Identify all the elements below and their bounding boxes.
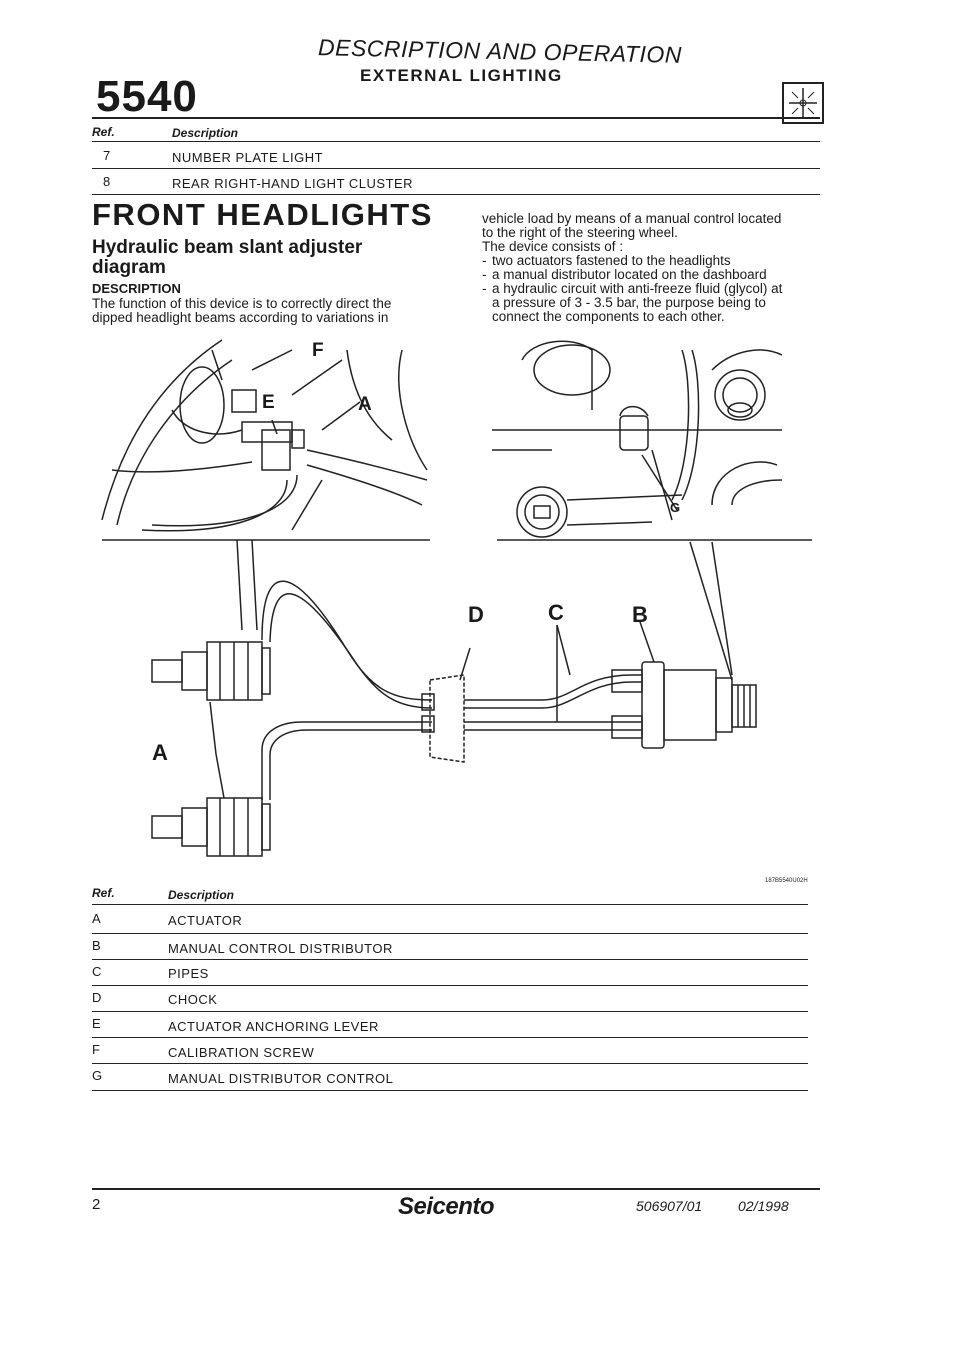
list-item: - a manual distributor located on the dashboard [482,268,822,282]
top-table-col-desc: Description [172,126,239,140]
intro-line: dipped headlight beams according to variations in [92,310,389,325]
list-item: - two actuators fastened to the headlights [482,254,822,268]
bottom-table-ref: F [92,1042,101,1057]
bottom-table-rule [92,959,808,960]
dashboard-inset [492,341,812,540]
chock [422,675,464,762]
bottom-table-rule [92,985,808,986]
label-c: C [548,600,564,625]
lower-actuator [152,722,432,856]
bottom-table-rule [92,1063,808,1064]
top-table-rule [92,168,820,169]
bottom-table-rule [92,904,808,905]
bullet-continuation: a pressure of 3 - 3.5 bar, the purpose being to [492,295,766,310]
document-number: 506907/01 [636,1198,703,1214]
publication-date: 02/1998 [738,1198,789,1214]
article-subtitle [92,238,362,278]
bottom-table-desc: ACTUATOR [168,913,243,928]
list-item: - a hydraulic circuit with anti-freeze fluid (glycol) at [482,282,822,296]
bottom-table-desc: ACTUATOR ANCHORING LEVER [168,1019,379,1034]
label-b: B [632,602,648,627]
subsection-title: EXTERNAL LIGHTING [360,66,563,85]
section-title: DESCRIPTION AND OPERATION [317,34,683,68]
top-table-rule [92,141,820,142]
bottom-table-rule [92,1037,808,1038]
bottom-table-col-ref: Ref. [92,886,115,900]
section-code: 5540 [96,72,198,121]
bottom-table-desc: PIPES [168,966,209,981]
bottom-table-desc: CHOCK [168,992,218,1007]
components-list [482,254,822,296]
description-heading: DESCRIPTION [92,281,181,296]
second-column [482,212,822,324]
label-e: E [262,392,275,413]
intro-paragraph [92,297,462,325]
figure-code: 187B5540U02H [765,878,808,884]
bottom-table-desc: MANUAL DISTRIBUTOR CONTROL [168,1071,394,1086]
top-table-ref: 7 [103,148,111,163]
top-table-desc: NUMBER PLATE LIGHT [172,150,324,165]
bottom-table-rule [92,933,808,934]
bottom-table-ref: B [92,938,102,953]
bottom-table-rule [92,1011,808,1012]
header-rule [92,117,820,119]
bottom-table-desc: CALIBRATION SCREW [168,1045,315,1060]
footer-rule [92,1188,820,1190]
bottom-table-ref: D [92,990,102,1005]
bottom-table-ref: C [92,964,102,979]
label-g: G [670,500,681,515]
label-f: F [312,340,324,361]
col2-line: The device consists of : [482,239,624,254]
bottom-table-rule [92,1090,808,1091]
upper-actuator [152,581,432,708]
headlight-inset [102,340,430,540]
label-a-inset: A [358,394,372,415]
bottom-table-desc: MANUAL CONTROL DISTRIBUTOR [168,941,393,956]
top-table-col-ref: Ref. [92,125,115,139]
bottom-table-col-desc: Description [168,888,235,902]
col2-line: to the right of the steering wheel. [482,225,678,240]
bottom-table-ref: G [92,1068,103,1083]
brand-logo: Seicento [398,1193,495,1220]
label-d: D [468,602,484,627]
label-a: A [152,740,168,765]
intro-line: The function of this device is to correctly direct the [92,296,392,311]
bottom-table-ref: A [92,911,102,926]
article-subtitle-line: diagram [92,257,166,278]
bullet-continuation: connect the components to each other. [492,309,725,324]
article-subtitle-line: Hydraulic beam slant adjuster [92,237,363,258]
top-table-rule [92,194,820,195]
top-table-desc: REAR RIGHT-HAND LIGHT CLUSTER [172,176,414,191]
bottom-table-ref: E [92,1016,102,1031]
col2-line: vehicle load by means of a manual control located [482,211,782,226]
top-table-ref: 8 [103,174,111,189]
adjuster-diagram [92,330,822,870]
page-number: 2 [92,1196,101,1213]
article-title: FRONT HEADLIGHTS [92,197,433,232]
